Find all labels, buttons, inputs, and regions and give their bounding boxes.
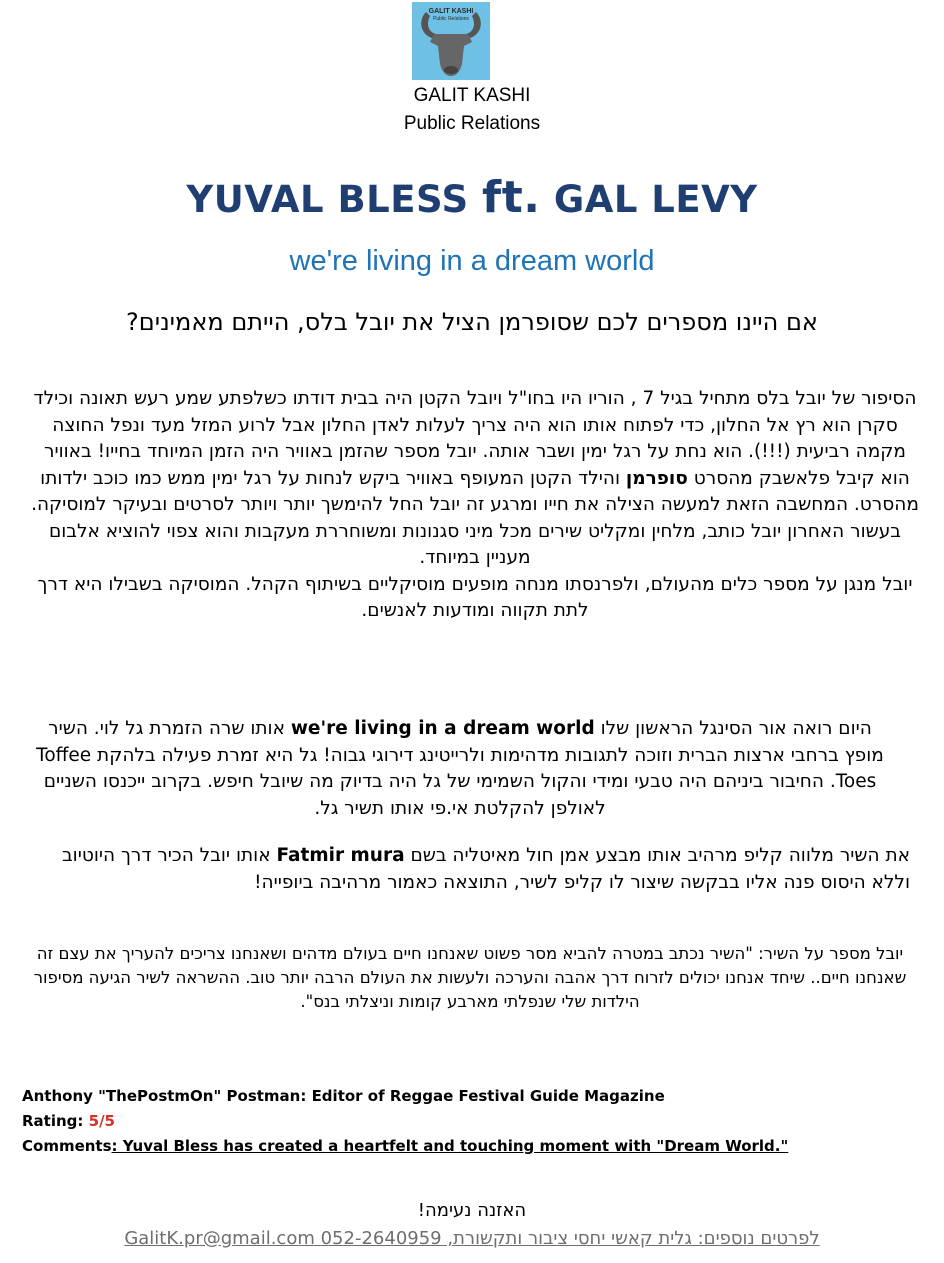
clip-text-a: את השיר מלווה קליפ מרהיב אותו מבצע אמן חול מאיטליה בשם <box>410 845 910 866</box>
single-bold: we're living in a dream world <box>290 718 595 739</box>
comments-line <box>22 1134 788 1159</box>
quote-text: "השיר נכתב במטרה להביא מסר פשוט שאנחנו חיים בעולם מדהים ושאנחנו צריכים להעריך את עצם זה שאנחנו חיים.. שיחד אנחנו יכולים לזרוח דרך אהבה והערכה ולעשות את העולם הרבה יותר טוב. ההשראה לשיר הגיעה מסיפור הילדות שלי שנפלתי מארבע קומות וניצלתי בנס". <box>33 944 907 1011</box>
story-text-b: והילד הקטן המעופף באוויר ביקש לנחות על רגל ימין ממש כמו כוכב ילדותו מהסרט. המחשבה הזאת למעשה הצילה את חייו ומרגע זה יובל החל להימשך יותר ויותר לסרטים ובעיקר למוסיקה. <box>31 467 919 515</box>
company-logo <box>412 2 490 80</box>
story-paragraph <box>30 386 920 625</box>
contact-link[interactable]: לפרטים נוספים: גלית קאשי יחסי ציבור ותקשורת, 052-2640959 GalitK.pr@gmail.com <box>124 1228 820 1249</box>
bull-head-icon <box>416 6 486 80</box>
quote-label: יובל מספר על השיר: <box>758 944 904 963</box>
title-featured: GAL LEVY <box>553 178 758 221</box>
logo-text: GALIT KASHI <box>428 8 474 15</box>
song-subtitle: we're living in a dream world <box>289 245 655 277</box>
rating-value: 5/5 <box>88 1112 115 1130</box>
reviewer-line: Anthony "ThePostmOn" Postman: Editor of Reggae Festival Guide Magazine <box>22 1087 665 1105</box>
title-ft: ft. <box>482 172 541 223</box>
title-artist: YUVAL BLESS <box>186 178 469 221</box>
closing-greeting: האזנה נעימה! <box>417 1200 527 1221</box>
headline: אם היינו מספרים לכם שסופרמן הציל את יובל בלס, הייתם מאמינים? <box>126 308 818 336</box>
quote-paragraph <box>30 942 910 1014</box>
story-text-c: בעשור האחרון יובל כותב, מלחין ומקליט שירים מכל מיני סגנונות ומשוחררת מעקבות והוא צפוי להוציא אלבום מעניין במיוחד. <box>48 520 901 568</box>
single-paragraph <box>30 716 890 822</box>
logo-subtext: Public Relations <box>433 16 469 22</box>
comments-label: Comments <box>22 1137 112 1155</box>
rating-label: Rating <box>22 1112 78 1130</box>
story-bold: סופרמן <box>625 467 688 489</box>
comments-text: : Yuval Bless has created a heartfelt and touching moment with "Dream World." <box>111 1137 789 1155</box>
single-text-a: היום רואה אור הסינגל הראשון שלו <box>600 718 872 739</box>
single-text-b: אותו שרה הזמרת גל לוי. השיר מופץ ברחבי ארצות הברית וזוכה לתגובות מדהימות ולרייטינג דירוגי גבוה! גל היא זמרת פעילה בלהקת Toffee Toes. החיבור ביניהם היה טבעי ומידי והקול השמימי של גל היה בדיוק מה שיובל חיפש. בקרוב ייכנסו השניים לאולפן להקלטת אי.פי אותו תשיר גל. <box>36 718 884 819</box>
story-text-a: הסיפור של יובל בלס מתחיל בגיל 7 , הוריו היו בחו"ל ויובל הקטן היה בבית דודתו כשלפתע שמע רעש תאונה וכילד סקרן הוא רץ אל החלון, כדי לפתוח אותו הוא היה צריך לעלות לאדן החלון אבל לרוע המזל מעד ונפל החוצה מקמה רביעית (!!!). הוא נחת על רגל ימין ושבר אותה. יובל מספר שהזמן באוויר היה הזמן המיוחד בחייו! באוויר הוא קיבל פלאשבק מהסרט <box>33 388 917 489</box>
rating-line: Rating: 5/5 <box>22 1112 115 1130</box>
brand-tagline: Public Relations <box>403 113 541 134</box>
clip-paragraph <box>30 843 910 896</box>
clip-bold: Fatmir mura <box>276 845 405 866</box>
story-text-d: יובל מנגן על מספר כלים מהעולם, ולפרנסתו מנחה מופעים מוסיקליים בשיתוף הקהל. המוסיקה בשבילו היא דרך לתת תקווה ומודעות לאנשים. <box>37 573 913 621</box>
page-title <box>0 172 944 223</box>
clip-text-b: אותו יובל הכיר דרך היוטיוב וללא היסוס פנה אליו בבקשה שיצור לו קליפ לשיר, התוצאה כאמור מרהיבה ביופייה! <box>61 845 910 893</box>
brand-name: GALIT KASHI <box>413 85 531 106</box>
